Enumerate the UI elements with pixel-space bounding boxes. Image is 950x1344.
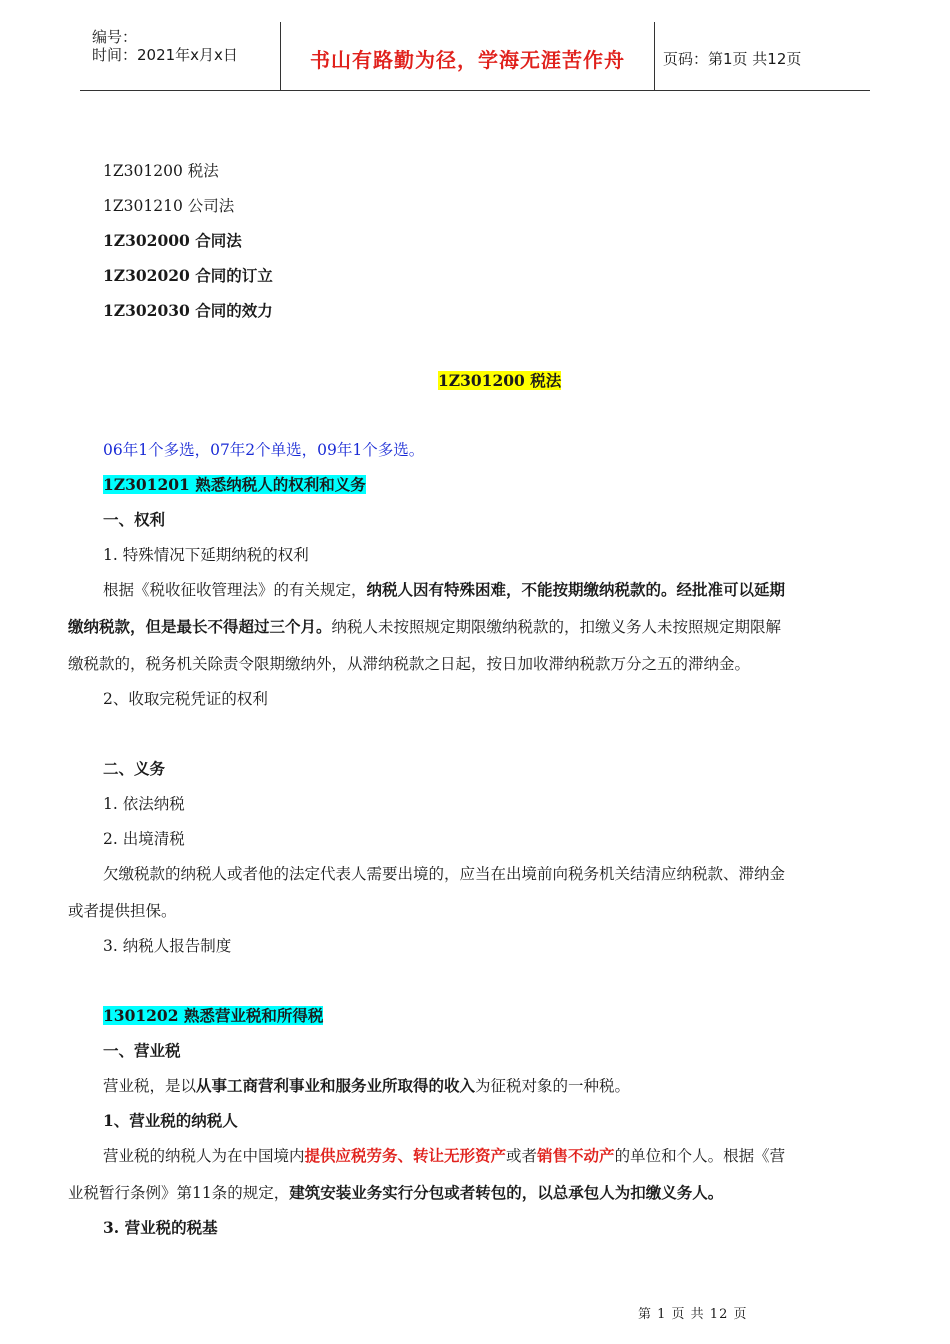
subsection-title-text: 1301202 熟悉营业税和所得税 (103, 1006, 324, 1025)
paragraph-line (68, 617, 781, 637)
page-info: 页码：第1页 共12页 (663, 50, 802, 68)
subsection-title-text: 1Z301201 熟悉纳税人的权利和义务 (103, 475, 366, 494)
text-run: 为征税对象的一种税。 (475, 1077, 631, 1095)
header-page-cell (655, 22, 870, 90)
list-item: 2、收取完税凭证的权利 (103, 690, 268, 708)
subsection-title (103, 475, 366, 495)
red-emphasis-text: 销售不动产 (537, 1146, 615, 1165)
section-title (438, 371, 561, 391)
time-label: 时间：2021年x月x日 (92, 46, 238, 64)
heading: 一、营业税 (103, 1041, 181, 1060)
page-footer: 第 1 页 共 12 页 (638, 1307, 748, 1322)
text-run: 或者 (506, 1147, 538, 1165)
list-item: 1. 特殊情况下延期纳税的权利 (103, 546, 309, 564)
heading: 3. 营业税的税基 (103, 1218, 218, 1237)
heading: 1、营业税的纳税人 (103, 1111, 238, 1130)
paragraph-line (68, 1183, 723, 1203)
list-item: 1. 依法纳税 (103, 795, 185, 813)
paragraph-line (103, 580, 785, 600)
paragraph-line (103, 1146, 785, 1166)
list-item: 2. 出境清税 (103, 830, 185, 848)
emphasis-text: 建筑安装业务实行分包或者转包的，以总承包人为扣缴义务人。 (289, 1183, 724, 1202)
emphasis-text: 从事工商营利事业和服务业所取得的收入 (196, 1076, 476, 1095)
list-item: 3. 纳税人报告制度 (103, 937, 232, 955)
motto: 书山有路勤为径，学海无涯苦作舟 (310, 48, 625, 72)
toc-item: 1Z301200 税法 (103, 162, 219, 180)
header-meta-cell (80, 22, 281, 90)
paragraph-line (103, 1076, 630, 1096)
section-title-text: 1Z301200 税法 (438, 371, 562, 390)
text-run: 业税暂行条例》第11条的规定， (68, 1184, 290, 1202)
header-motto-cell (281, 22, 655, 90)
paragraph-line: 缴税款的，税务机关除责令限期缴纳外，从滞纳税款之日起，按日加收滞纳税款万分之五的滞纳金。 (68, 655, 751, 673)
text-run: 根据《税收征收管理法》的有关规定， (103, 581, 367, 599)
page-header (80, 22, 870, 91)
text-run: 营业税的纳税人为在中国境内 (103, 1147, 305, 1165)
paragraph-line: 欠缴税款的纳税人或者他的法定代表人需要出境的，应当在出境前向税务机关结清应纳税款、滞纳金 (103, 865, 786, 883)
paragraph-line: 或者提供担保。 (68, 902, 177, 920)
red-emphasis-text: 提供应税劳务、转让无形资产 (304, 1146, 507, 1165)
emphasis-text: 纳税人因有特殊困难，不能按期缴纳税款的。经批准可以延期 (366, 580, 786, 599)
toc-item: 1Z302030 合同的效力 (103, 301, 273, 320)
toc-item: 1Z302000 合同法 (103, 231, 242, 250)
emphasis-text: 缴纳税款，但是最长不得超过三个月。 (68, 617, 332, 636)
rights-heading: 一、权利 (103, 510, 166, 529)
exam-note: 06年1个多选，07年2个单选，09年1个多选。 (103, 441, 425, 459)
toc-item: 1Z301210 公司法 (103, 197, 235, 215)
duties-heading: 二、义务 (103, 759, 166, 778)
subsection-title (103, 1006, 323, 1026)
text-run: 的单位和个人。根据《营 (614, 1147, 786, 1165)
number-label: 编号： (92, 28, 138, 46)
toc-item: 1Z302020 合同的订立 (103, 266, 273, 285)
text-run: 纳税人未按照规定期限缴纳税款的，扣缴义务人未按照规定期限解 (331, 618, 782, 636)
text-run: 营业税，是以 (103, 1077, 197, 1095)
